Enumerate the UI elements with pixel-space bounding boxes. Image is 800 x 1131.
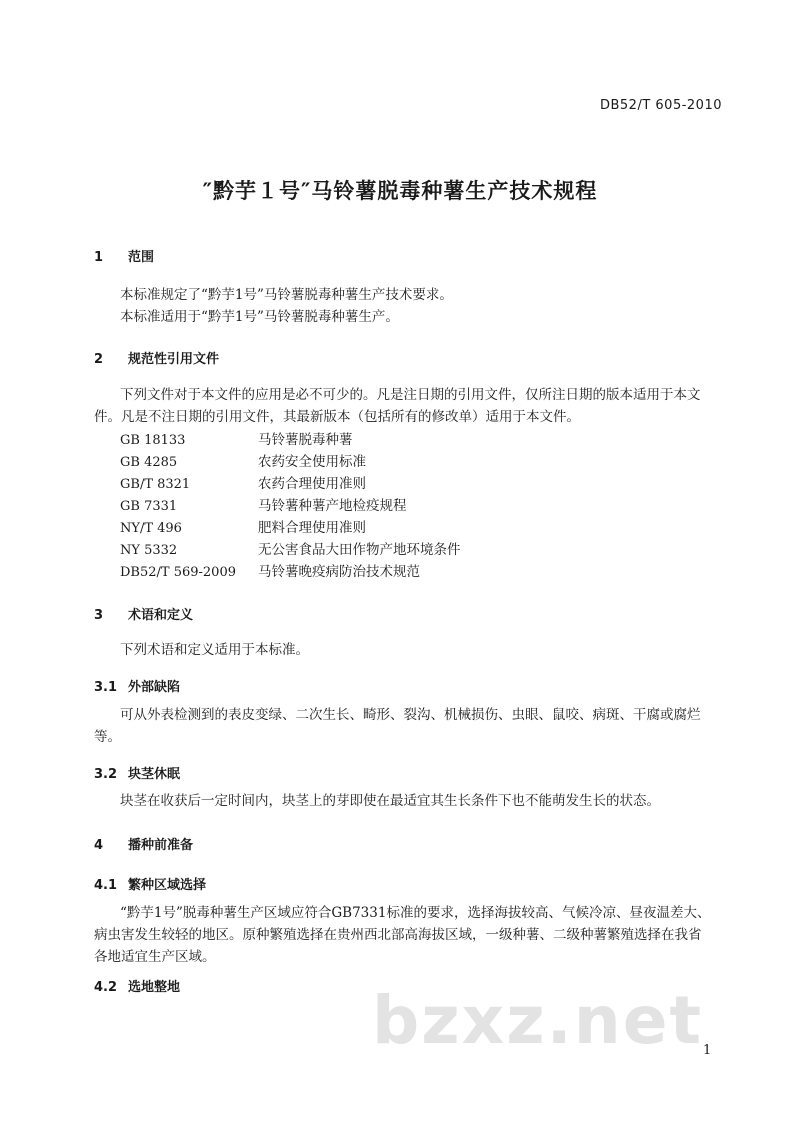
section-number: 2 xyxy=(94,352,104,367)
paragraph-line: 本标准适用于“黔芋1号”马铃薯脱毒种薯生产。 xyxy=(120,309,399,325)
section-title: 范围 xyxy=(128,250,155,265)
reference-code: NY/T 496 xyxy=(120,521,182,536)
document-number: DB52/T 605-2010 xyxy=(599,98,722,113)
section-number: 1 xyxy=(94,250,104,265)
paragraph-line: 下列文件对于本文件的应用是必不可少的。凡是注日期的引用文件，仅所注日期的版本适用于本文 xyxy=(120,387,701,403)
subsection-number: 3.2 xyxy=(94,767,118,782)
paragraph-line: 件。凡是不注日期的引用文件，其最新版本（包括所有的修改单）适用于本文件。 xyxy=(94,409,580,425)
section-title: 播种前准备 xyxy=(128,838,194,853)
section-number: 3 xyxy=(94,608,104,623)
subsection-3-2-heading xyxy=(94,763,180,782)
subsection-number: 4.1 xyxy=(94,878,118,893)
subsection-title: 选地整地 xyxy=(128,980,181,995)
reference-code: DB52/T 569-2009 xyxy=(120,565,236,580)
section-1-heading xyxy=(94,246,154,265)
watermark: bzxz.net xyxy=(372,982,704,1059)
subsection-3-1-heading xyxy=(94,676,180,695)
reference-code: GB 7331 xyxy=(120,499,178,514)
reference-title: 马铃薯脱毒种薯 xyxy=(258,432,353,448)
reference-title: 马铃薯晚疫病防治技术规范 xyxy=(258,564,420,580)
paragraph-line: “黔芋1号”脱毒种薯生产区域应符合GB7331标准的要求，选择海拔较高、气候冷凉、昼夜温差大、 xyxy=(120,905,711,921)
paragraph-line: 本标准规定了“黔芋1号”马铃薯脱毒种薯生产技术要求。 xyxy=(120,287,453,303)
section-4-heading xyxy=(94,834,193,853)
paragraph-line: 病虫害发生较轻的地区。原种繁殖选择在贵州西北部高海拔区域，一级种薯、二级种薯繁殖选择在我省 xyxy=(94,927,702,943)
subsection-title: 块茎休眠 xyxy=(128,767,181,782)
subsection-number: 3.1 xyxy=(94,680,118,695)
reference-code: NY 5332 xyxy=(120,543,178,558)
page-number: 1 xyxy=(703,1043,712,1058)
section-2-heading xyxy=(94,348,219,367)
section-number: 4 xyxy=(94,838,104,853)
subsection-4-1-heading xyxy=(94,874,206,893)
subsection-title: 繁种区域选择 xyxy=(128,878,207,893)
reference-code: GB/T 8321 xyxy=(120,477,191,492)
reference-title: 农药合理使用准则 xyxy=(258,476,366,492)
reference-title: 农药安全使用标准 xyxy=(258,454,366,470)
subsection-4-2-heading xyxy=(94,976,180,995)
section-3-heading xyxy=(94,604,193,623)
paragraph-line: 可从外表检测到的表皮变绿、二次生长、畸形、裂沟、机械损伤、虫眼、鼠咬、病斑、干腐或腐烂 xyxy=(120,707,701,723)
reference-title: 肥料合理使用准则 xyxy=(258,520,366,536)
reference-title: 马铃薯种薯产地检疫规程 xyxy=(258,498,407,514)
paragraph-line: 块茎在收获后一定时间内，块茎上的芽即使在最适宜其生长条件下也不能萌发生长的状态。 xyxy=(120,793,660,809)
paragraph-line: 各地适宜生产区域。 xyxy=(94,949,216,965)
subsection-number: 4.2 xyxy=(94,980,118,995)
paragraph-line: 下列术语和定义适用于本标准。 xyxy=(120,642,309,658)
paragraph-line: 等。 xyxy=(94,729,121,745)
section-title: 术语和定义 xyxy=(128,608,194,623)
section-title: 规范性引用文件 xyxy=(128,352,220,367)
document-title: ″黔芋１号″马铃薯脱毒种薯生产技术规程 xyxy=(202,179,598,203)
subsection-title: 外部缺陷 xyxy=(128,680,181,695)
reference-title: 无公害食品大田作物产地环境条件 xyxy=(258,542,461,558)
reference-code: GB 18133 xyxy=(120,433,186,448)
reference-code: GB 4285 xyxy=(120,455,178,470)
